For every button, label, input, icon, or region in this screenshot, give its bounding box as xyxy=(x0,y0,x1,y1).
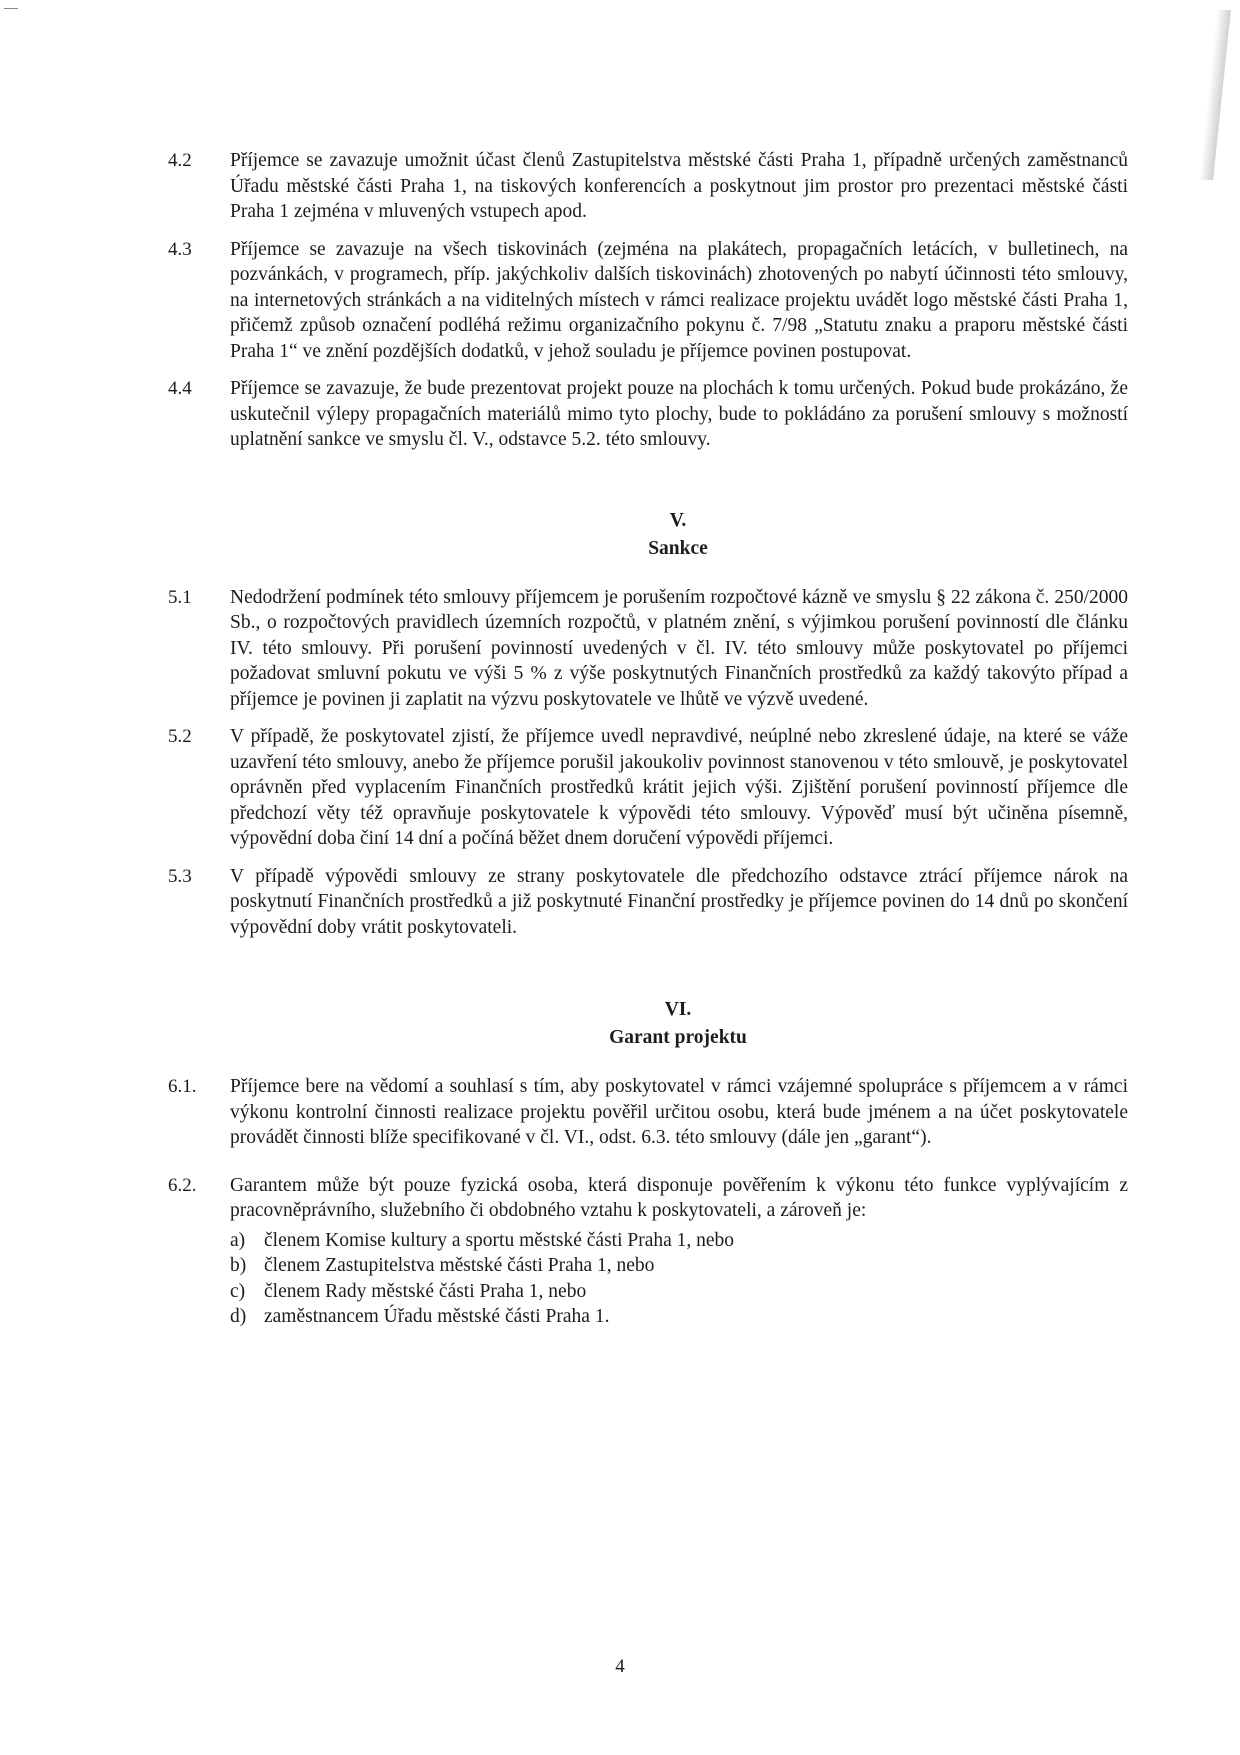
clause-6-2 xyxy=(168,1173,1128,1330)
scan-mark xyxy=(4,8,18,9)
clause-number: 4.4 xyxy=(168,378,192,399)
clause-text: Příjemce se zavazuje na všech tiskovinách (zejména na plakátech, propagačních letácích, v bulletinech, na pozvánkách, v programech, příp. jakýchkoliv dalších tiskovinách) zhotovených po nabytí účinnosti této smlouvy, na internetových stránkách a na viditelných místech v rámci realizace projektu uvádět logo městské části Praha 1, přičemž způsob označení podléhá režimu organizačního pokynu č. 7/98 „Statutu znaku a praporu městské části Praha 1“ ve znění pozdějších dodatků, v jehož souladu je příjemce povinen postupovat. xyxy=(230,238,1128,362)
list-letter: b) xyxy=(230,1255,247,1276)
clause-text: Příjemce se zavazuje, že bude prezentovat projekt pouze na plochách k tomu určených. Pokud bude prokázáno, že uskutečnil výlepy propagačních materiálů mimo tyto plochy, bude to pokládáno za porušení smlouvy s možností uplatnění sankce ve smyslu čl. V., odstavce 5.2. této smlouvy. xyxy=(230,378,1128,450)
clause-number: 6.1. xyxy=(168,1076,197,1097)
list-item xyxy=(230,1228,1128,1254)
list-letter: d) xyxy=(230,1306,247,1327)
clause-number: 6.2. xyxy=(168,1174,197,1196)
clause-6-1 xyxy=(168,1074,1128,1151)
list-text: členem Rady městské části Praha 1, nebo xyxy=(264,1280,587,1302)
list-text: členem Komise kultury a sportu městské části Praha 1, nebo xyxy=(264,1229,735,1251)
list-text: členem Zastupitelstva městské části Praha 1, nebo xyxy=(264,1255,655,1276)
clause-text: V případě, že poskytovatel zjistí, že příjemce uvedl nepravdivé, neúplné nebo zkreslené údaje, na které se váže uzavření této smlouvy, anebo že příjemce porušil jakoukoliv povinnost stanovenou v této smlouvě, je poskytovatel oprávněn před vyplacením Finančních prostředků krátit jejich výši. Zjištění porušení povinností příjemce dle předchozí věty též opravňuje poskytovatele k výpovědi této smlouvy. Výpověď musí být učiněna písemně, výpovědní doba činí 14 dní a počíná běžet dnem doručení výpovědi příjemci. xyxy=(230,726,1128,849)
clause-number: 5.3 xyxy=(168,865,192,887)
clause-number: 4.3 xyxy=(168,238,192,260)
clause-text: Nedodržení podmínek této smlouvy příjemcem je porušením rozpočtové kázně ve smyslu § 22 zákona č. 250/2000 Sb., o rozpočtových pravidlech územních rozpočtů, v platném znění, s výjimkou porušení povinností dle článku IV. této smlouvy. Při porušení povinností uvedených v čl. IV. této smlouvy může poskytovatel po příjemci požadovat smluvní pokutu ve výši 5 % z výše poskytnutých Finančních prostředků za každý takovýto případ a příjemce je povinen ji zaplatit na výzvu poskytovatele ve lhůtě ve výzvě uvedené. xyxy=(230,586,1128,710)
clause-text: Příjemce bere na vědomí a souhlasí s tím, aby poskytovatel v rámci vzájemné spolupráce s příjemcem a v rámci výkonu kontrolní činnosti realizace projektu pověřil určitou osobu, která bude jménem a na účet poskytovatele provádět činnosti blíže specifikované v čl. VI., odst. 6.3. této smlouvy (dále jen „garant“). xyxy=(230,1076,1128,1148)
clause-4-3 xyxy=(168,237,1128,365)
list-text: zaměstnancem Úřadu městské části Praha 1. xyxy=(264,1306,610,1327)
page-number: 4 xyxy=(615,1656,625,1677)
garant-list xyxy=(230,1228,1128,1330)
section-v-roman: V. xyxy=(669,509,687,531)
section-vi-roman: VI. xyxy=(664,999,692,1020)
clause-text: V případě výpovědi smlouvy ze strany poskytovatele dle předchozího odstavce ztrácí příjemce nárok na poskytnutí Finančních prostředků a již poskytnuté Finanční prostředky je příjemce povinen do 14 dnů po skončení výpovědní doby vrátit poskytovateli. xyxy=(230,865,1128,938)
clause-4-4 xyxy=(168,376,1128,453)
clause-number: 5.2 xyxy=(168,726,192,747)
section-v-title: Sankce xyxy=(648,537,708,559)
clause-number: 4.2 xyxy=(168,150,192,171)
clause-4-2 xyxy=(168,148,1128,225)
list-item xyxy=(230,1304,1128,1330)
clause-text: Garantem může být pouze fyzická osoba, která disponuje pověřením k výkonu této funkce vyplývajícím z pracovněprávního, služebního či obdobného vztahu k poskytovateli, a zároveň je: xyxy=(230,1174,1128,1221)
clause-5-1 xyxy=(168,585,1128,713)
clause-text: Příjemce se zavazuje umožnit účast členů Zastupitelstva městské části Praha 1, případně určených zaměstnanců Úřadu městské části Praha 1, na tiskových konferencích a poskytnout jim prostor pro prezentaci městské části Praha 1 zejména v mluvených vstupech apod. xyxy=(230,150,1128,222)
clause-5-2 xyxy=(168,724,1128,852)
document-body xyxy=(168,148,1128,1342)
list-letter: a) xyxy=(230,1229,246,1251)
clause-5-3 xyxy=(168,864,1128,941)
clause-number: 5.1 xyxy=(168,586,192,608)
section-vi-title: Garant projektu xyxy=(609,1027,747,1048)
list-item xyxy=(230,1279,1128,1305)
list-letter: c) xyxy=(230,1280,246,1302)
list-item xyxy=(230,1253,1128,1279)
scan-shadow xyxy=(1199,10,1231,180)
